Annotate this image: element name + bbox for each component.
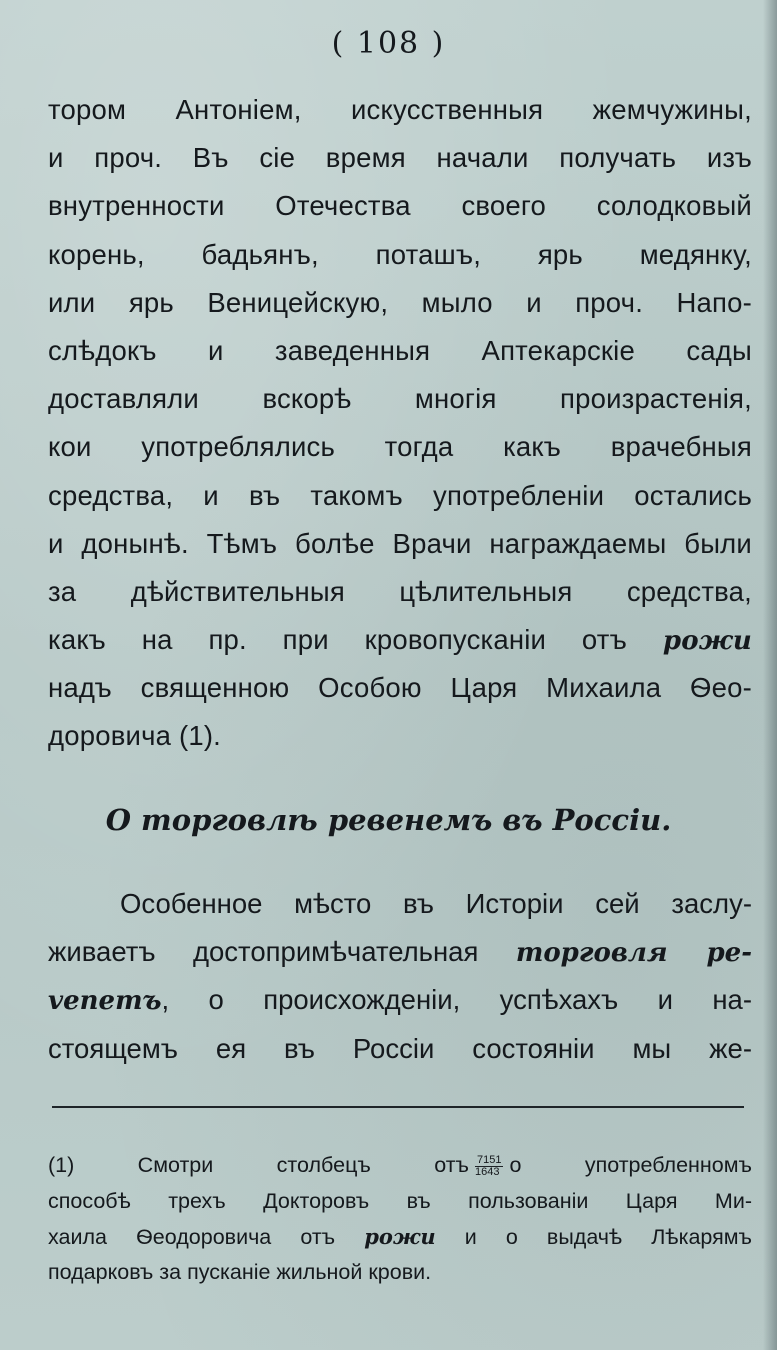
footnote-line: подарковъ за пусканiе жильной крови.: [48, 1259, 432, 1284]
footnote-text: (1) Смотри столбецъ отъ: [48, 1153, 469, 1177]
paragraph-rhubarb: [48, 880, 752, 1073]
text-line: и донынѣ. Тѣмъ болѣе Врачи награждаемы были: [48, 527, 752, 559]
footnote-line: [48, 1148, 752, 1184]
footnote-line: способѣ трехъ Докторовъ въ пользованiи Царя Ми-: [48, 1188, 752, 1213]
footnote-line: [48, 1219, 752, 1255]
text-line: Особенное мѣсто въ Исторiи сей заслу-: [120, 888, 752, 919]
italic-word: рожи: [364, 1224, 436, 1249]
text-line: слѣдокъ и заведенныя Аптекарскiе сады: [48, 334, 752, 366]
text-line: или ярь Веницейскую, мыло и проч. Напо-: [48, 286, 752, 318]
page-edge-shadow: [763, 0, 777, 1350]
text-line: тором Антонiем, искусственныя жемчужины,: [48, 94, 752, 125]
text-line: стоящемъ ея въ Россiи состоянiи мы же-: [48, 1032, 752, 1064]
text-line: [48, 928, 752, 976]
italic-word: рожи: [662, 626, 752, 657]
text-line-part: какъ на пр. при кровопусканiи отъ: [48, 624, 627, 656]
text-line: [48, 616, 752, 664]
page-number: ( 108 ): [331, 26, 446, 61]
text-line: надъ священною Особою Царя Михаила Ѳео-: [48, 672, 752, 704]
text-line: внутренности Отечества своего солодковый: [48, 190, 752, 222]
fraction-bottom: 1643: [474, 1165, 500, 1178]
text-line: [48, 976, 752, 1024]
footnote-divider: [52, 1106, 744, 1108]
footnote-text: о употребленномъ: [509, 1153, 752, 1177]
italic-phrase: торговля ре-: [515, 938, 752, 969]
text-line: корень, бадьянъ, поташъ, ярь медянку,: [48, 238, 752, 270]
footnote-text: и о выдачѣ Лѣкарямъ: [464, 1225, 752, 1249]
text-line: за дѣйствительныя цѣлительныя средства,: [48, 575, 752, 607]
text-line-part: живаетъ достопримѣчательная: [48, 936, 479, 968]
column-fraction: [475, 1155, 503, 1178]
fraction-top: 7151: [476, 1153, 502, 1166]
footnote-text: хаила Ѳеодоровича отъ: [48, 1225, 336, 1249]
section-heading: О торговлѣ ревенемъ въ Россiи.: [105, 803, 672, 837]
text-line: доровича (1).: [48, 720, 222, 752]
italic-phrase: venemъ: [48, 986, 162, 1017]
text-line: кои употреблялись тогда какъ врачебныя: [48, 431, 752, 463]
text-line: и проч. Въ сiе время начали получать изъ: [48, 142, 752, 174]
text-line: доставляли вскорѣ многiя произрастенiя,: [48, 383, 752, 415]
paragraph-continued: [48, 86, 752, 761]
text-line: средства, и въ такомъ употребленiи остались: [48, 479, 752, 511]
footnote: [48, 1148, 752, 1290]
text-line-part: , о происхожденiи, успѣхахъ и на-: [161, 984, 752, 1016]
